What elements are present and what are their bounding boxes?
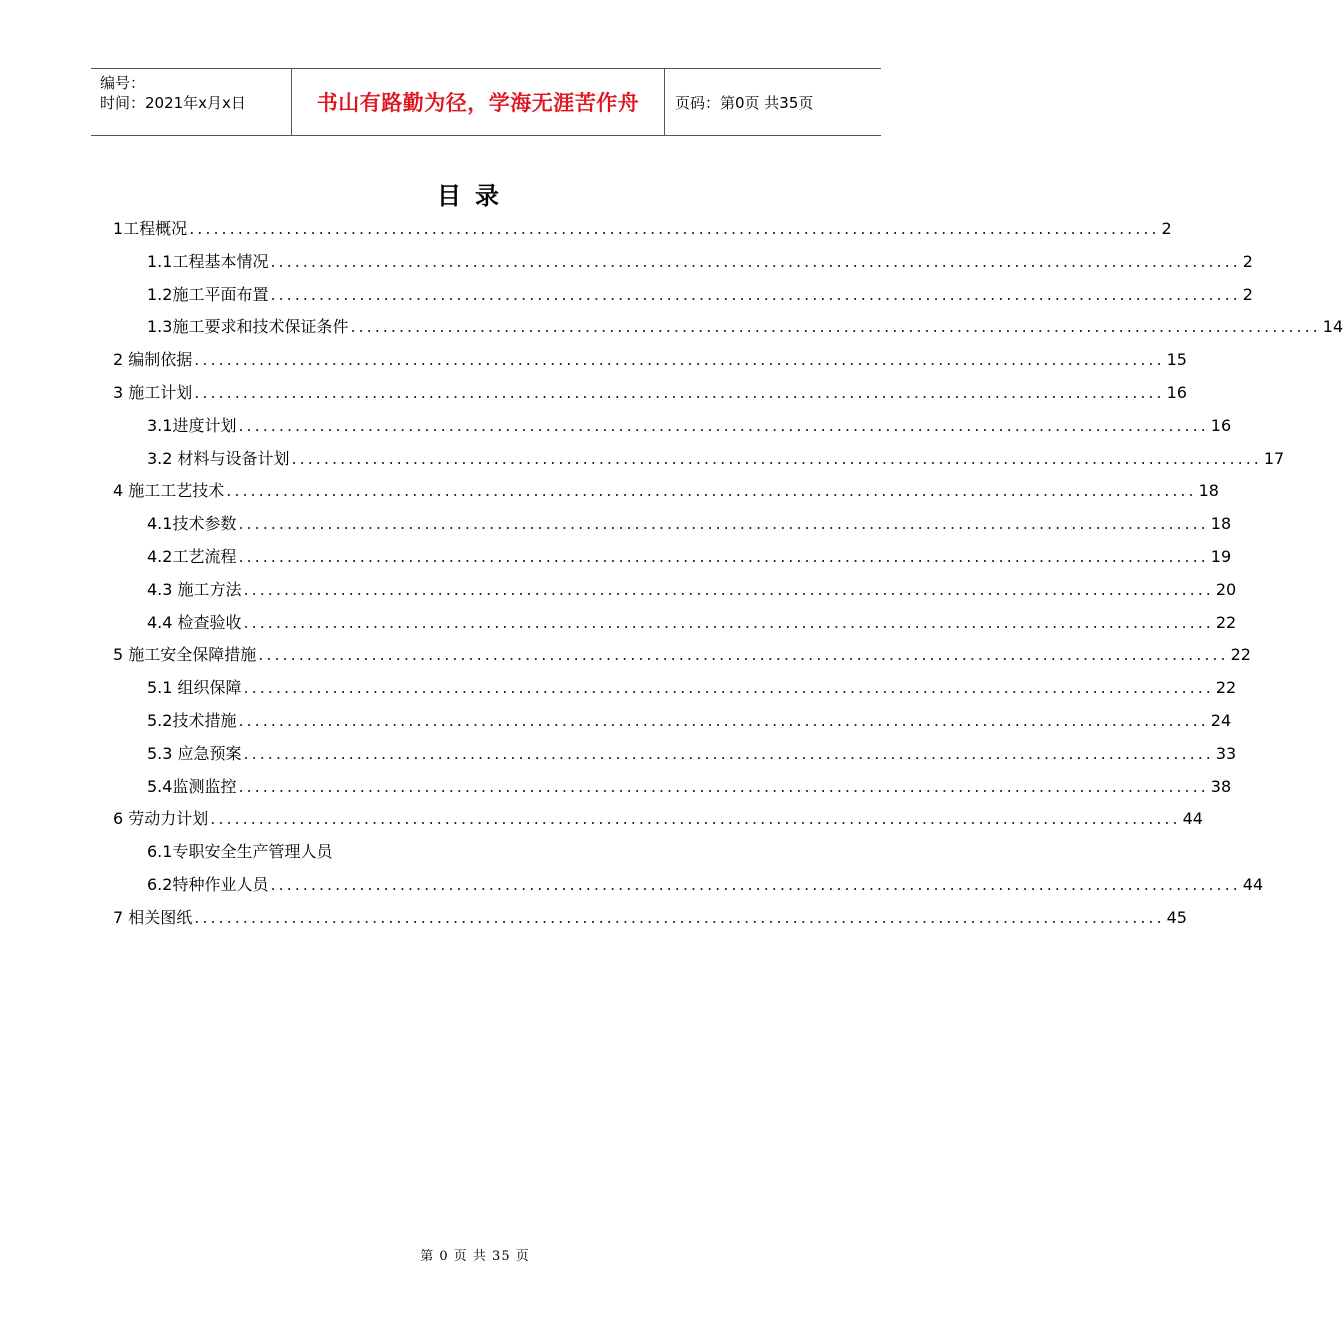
toc-entry[interactable] <box>113 802 1203 835</box>
toc-entry-label: 3.2 材料与设备计划 <box>147 448 290 468</box>
toc-entry[interactable] <box>147 704 1232 737</box>
toc-entry-label: 1.3施工要求和技术保证条件 <box>147 317 349 337</box>
toc-entry-label: 4.1技术参数 <box>147 514 237 534</box>
toc-entry-page: 44 <box>1182 809 1203 829</box>
header-motto: 书山有路勤为径，学海无涯苦作舟 <box>292 69 665 135</box>
toc-entry[interactable] <box>147 540 1232 573</box>
toc-entry-page: 16 <box>1210 415 1232 435</box>
toc-entry-page: 16 <box>1166 383 1187 402</box>
toc-entry[interactable] <box>147 507 1232 540</box>
toc-leader-dots: ........................................................................................................................ <box>210 809 1181 829</box>
toc-entry-label: 2 编制依据 <box>113 350 193 370</box>
toc-leader-dots: ........................................................................................................................ <box>238 547 1209 566</box>
toc-entry-page: 18 <box>1210 514 1232 534</box>
toc-entry[interactable] <box>113 212 1172 245</box>
toc-entry-label: 5 施工安全保障措施 <box>113 645 257 665</box>
toc-leader-dots: ........................................................................................................................ <box>226 481 1197 501</box>
toc-leader-dots: ........................................................................................................................ <box>194 350 1165 370</box>
toc-leader-dots: ........................................................................................................................ <box>270 251 1241 271</box>
toc-entry-page: 44 <box>1242 875 1264 894</box>
toc-entry-label: 6 劳动力计划 <box>113 809 209 829</box>
toc-leader-dots: ........................................................................................................................ <box>291 448 1262 468</box>
toc-entry[interactable] <box>147 770 1232 803</box>
toc-leader-dots: ........................................................................................................................ <box>243 678 1214 698</box>
toc-entry-page: 17 <box>1263 448 1285 468</box>
toc-entry-label: 4.3 施工方法 <box>147 579 242 599</box>
toc-entry-page: 2 <box>1242 284 1253 304</box>
toc-leader-dots: ........................................................................................................................ <box>238 711 1209 730</box>
toc-entry-page: 33 <box>1215 743 1237 763</box>
serial-number-label: 编号： <box>100 74 146 92</box>
toc-entry[interactable] <box>147 671 1237 704</box>
toc-entry-label: 1工程概况 <box>113 219 188 238</box>
page-header <box>91 68 881 136</box>
toc-entry[interactable] <box>113 901 1187 934</box>
toc-entry-label: 3 施工计划 <box>113 383 193 402</box>
toc-entry-page: 2 <box>1161 219 1172 238</box>
toc-entry[interactable] <box>113 343 1187 376</box>
toc-entry[interactable] <box>113 474 1219 507</box>
toc-leader-dots: ........................................................................................................................ <box>243 743 1214 763</box>
toc-entry-label: 4.4 检查验收 <box>147 612 242 632</box>
toc-leader-dots: ........................................................................................................................ <box>270 284 1241 304</box>
toc-entry[interactable] <box>147 573 1237 606</box>
toc-entry[interactable] <box>147 868 1264 901</box>
date-label: 时间：2021年x月x日 <box>100 94 246 112</box>
toc-entry-page: 14 <box>1322 317 1343 337</box>
toc-entry-page: 24 <box>1210 711 1232 730</box>
toc-entry[interactable] <box>147 245 1253 278</box>
toc-entry-page: 38 <box>1210 776 1232 796</box>
toc-leader-dots: ........................................................................................................................ <box>350 317 1321 337</box>
toc-entry-page: 15 <box>1166 350 1187 370</box>
header-page-number: 页码：第0页 共35页 <box>675 93 814 112</box>
toc-leader-dots: ........................................................................................................................ <box>258 645 1229 665</box>
toc-entry-label: 1.1工程基本情况 <box>147 251 269 271</box>
header-info-cell <box>91 69 292 135</box>
toc-entry-page: 18 <box>1198 481 1219 501</box>
toc-entry-label: 4.2工艺流程 <box>147 547 237 566</box>
toc-leader-dots: ........................................................................................................................ <box>238 415 1209 435</box>
toc-leader-dots: ........................................................................................................................ <box>238 776 1209 796</box>
toc-entry-page: 19 <box>1210 547 1232 566</box>
toc-entry[interactable] <box>147 310 1343 343</box>
toc-entry-page: 45 <box>1166 907 1187 927</box>
toc-entry[interactable] <box>147 442 1285 475</box>
toc-entry[interactable] <box>113 376 1187 409</box>
toc-entry-label: 5.1 组织保障 <box>147 678 242 698</box>
toc-entry-page: 22 <box>1215 612 1237 632</box>
toc-entry-page: 20 <box>1215 579 1237 599</box>
toc-entry-page: 2 <box>1242 251 1253 271</box>
toc-entry[interactable] <box>147 278 1253 311</box>
toc-entry-page: 22 <box>1215 678 1237 698</box>
toc-entry-page: 22 <box>1230 645 1251 665</box>
toc-title: 目录 <box>437 182 513 210</box>
toc-entry[interactable] <box>113 638 1251 671</box>
toc-entry-label: 7 相关图纸 <box>113 907 193 927</box>
toc-entry[interactable] <box>147 606 1237 639</box>
toc-entry-label: 5.4监测监控 <box>147 776 237 796</box>
toc-leader-dots: ........................................................................................................................ <box>238 514 1209 534</box>
footer-page-number: 第 0 页 共 35 页 <box>420 1249 530 1264</box>
toc-entry[interactable] <box>147 409 1232 442</box>
toc-leader-dots: ........................................................................................................................ <box>194 383 1165 402</box>
toc-entry-label: 4 施工工艺技术 <box>113 481 225 501</box>
toc-entry[interactable] <box>147 737 1237 770</box>
toc-leader-dots: ........................................................................................................................ <box>243 612 1214 632</box>
toc-leader-dots: ........................................................................................................................ <box>243 579 1214 599</box>
toc-entry-label: 6.1专职安全生产管理人员 <box>147 842 333 862</box>
toc-leader-dots: ........................................................................................................................ <box>194 907 1165 927</box>
toc-entry-label: 3.1进度计划 <box>147 415 237 435</box>
toc-entry-label: 1.2施工平面布置 <box>147 284 269 304</box>
toc-entry-label: 5.3 应急预案 <box>147 743 242 763</box>
toc-entry-label: 6.2特种作业人员 <box>147 875 269 894</box>
toc-entry-label: 5.2技术措施 <box>147 711 237 730</box>
toc-entry[interactable] <box>147 835 332 868</box>
toc-leader-dots: ........................................................................................................................ <box>270 875 1241 894</box>
toc-leader-dots: ........................................................................................................................ <box>189 219 1160 238</box>
